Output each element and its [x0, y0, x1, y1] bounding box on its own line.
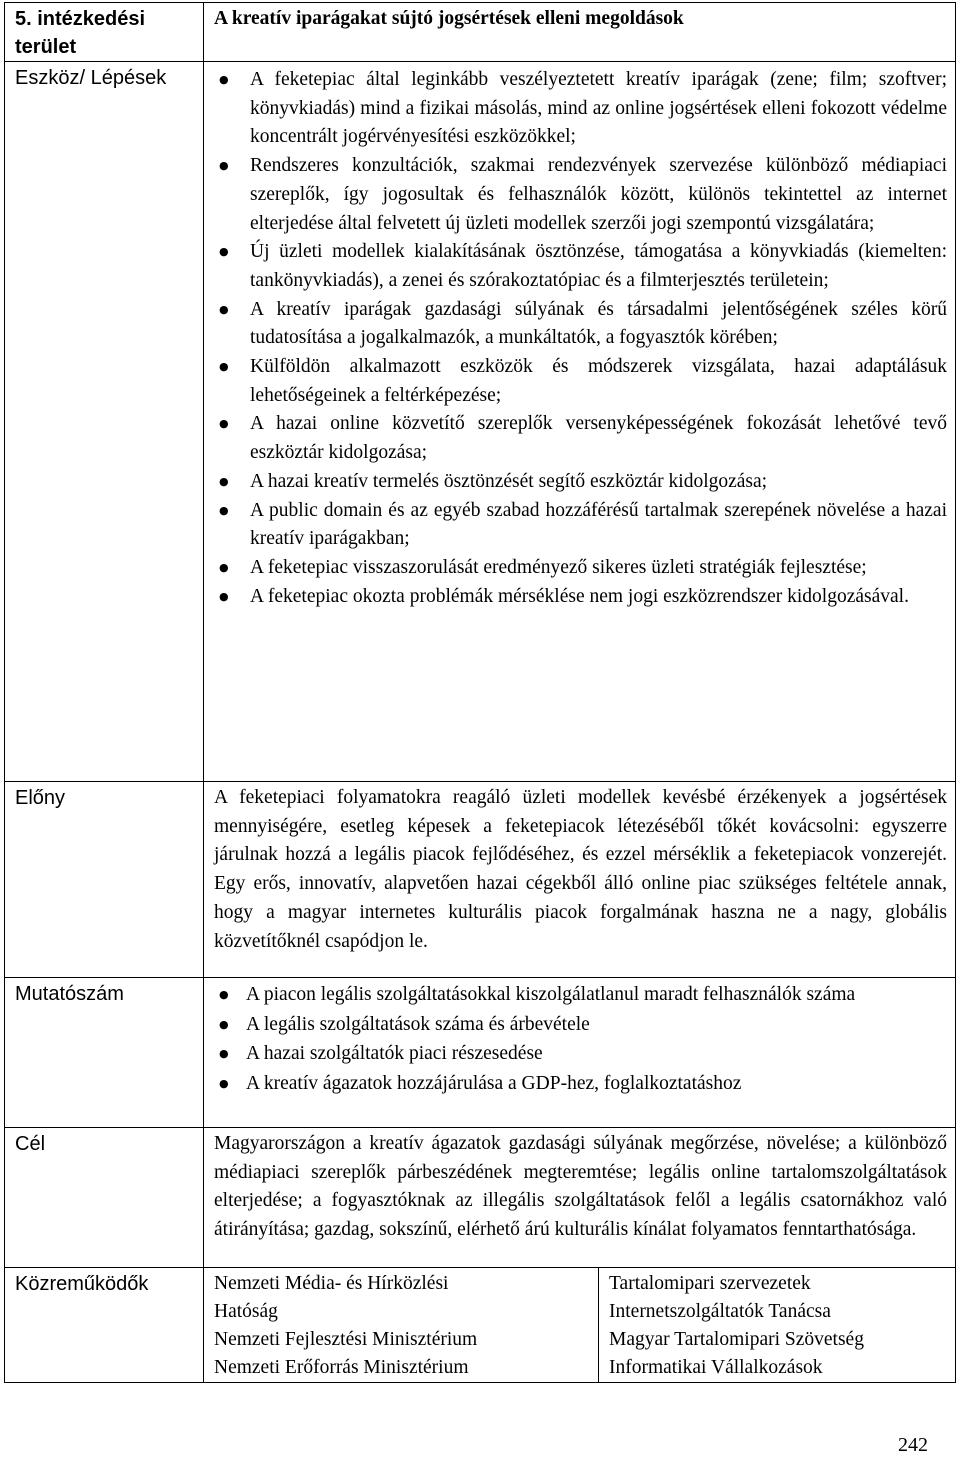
steps-label: Eszköz/ Lépések — [5, 62, 204, 782]
list-item: ● A feketepiac okozta problémák mérséklése nem jogi eszközrendszer kidolgozásával. — [214, 583, 947, 612]
partner-name: Hatóság — [214, 1301, 278, 1322]
list-item: ● A kreatív iparágak gazdasági súlyának és társadalmi jelentőségének széles körű tudatosítása a jogalkalmazók, a munkáltatók, a fogyasztók körében; — [214, 296, 947, 353]
partner-name: Internetszolgáltatók Tanácsa — [609, 1301, 831, 1322]
steps-row — [5, 62, 956, 782]
list-item: ● A legális szolgáltatások száma és árbevétele — [214, 1010, 947, 1040]
list-item: ● A piacon legális szolgáltatásokkal kiszolgálatlanul maradt felhasználók száma — [214, 980, 947, 1010]
list-item: ● A feketepiac visszaszorulását eredményező sikeres üzleti stratégiák fejlesztése; — [214, 554, 947, 583]
header-label: 5. intézkedési terület — [5, 3, 204, 62]
list-item: ● Külföldön alkalmazott eszközök és módszerek vizsgálata, hazai adaptálásuk lehetőségeinek a feltérképezése; — [214, 353, 947, 410]
goal-label: Cél — [5, 1128, 204, 1268]
partners-cell — [204, 1268, 956, 1383]
partner-name: Nemzeti Fejlesztési Minisztérium — [214, 1329, 478, 1350]
header-title: A kreatív iparágakat sújtó jogsértések elleni megoldások — [204, 3, 956, 62]
goal-cell — [204, 1128, 956, 1268]
list-item: ● A hazai szolgáltatók piaci részesedése — [214, 1039, 947, 1069]
partners-left — [204, 1268, 598, 1382]
metrics-row — [5, 978, 956, 1128]
measure-table — [4, 2, 956, 1383]
partner-name: Tartalomipari szervezetek — [609, 1273, 811, 1294]
metrics-label: Mutatószám — [5, 978, 204, 1128]
steps-list — [214, 66, 947, 611]
goal-text: Magyarországon a kreatív ágazatok gazdasági súlyának megőrzése, növelése; a különböző médiapiaci szereplők párbeszédének megteremtése; legális online tartalomszolgáltatások elterjedése; a fogyasztóknak az illegális szolgáltatások felől a legális csatornákhoz való átirányítása; gazdag, sokszínű, elérhető árú kulturális kínálat folyamatos fenntarthatósága. — [214, 1133, 947, 1241]
partner-name: Nemzeti Média- és Hírközlési — [214, 1273, 449, 1294]
metrics-list — [214, 980, 947, 1098]
list-item: ● Rendszeres konzultációk, szakmai rendezvények szervezése különböző médiapiaci szereplők, így jogosultak és felhasználók között, különös tekintettel az internet elterjedése által felvetett új üzleti modellek szerzői jogi szempontú vizsgálatára; — [214, 152, 947, 238]
partners-row — [5, 1268, 956, 1383]
partners-right — [598, 1268, 955, 1382]
advantage-cell — [204, 782, 956, 978]
list-item: ● Új üzleti modellek kialakításának ösztönzése, támogatása a könyvkiadás (kiemelten: tankönyvkiadás), a zenei és szórakoztatópiac és a filmterjesztés területein; — [214, 238, 947, 295]
advantage-row — [5, 782, 956, 978]
metrics-cell — [204, 978, 956, 1128]
list-item: ● A feketepiac által leginkább veszélyeztetett kreatív iparágak (zene; film; szoftver; könyvkiadás) mind a fizikai másolás, mind az online jogsértések elleni fokozott védelme koncentrált jogérvényesítési eszközökkel; — [214, 66, 947, 152]
partners-columns — [204, 1268, 955, 1382]
list-item: ● A hazai kreatív termelés ösztönzését segítő eszköztár kidolgozása; — [214, 468, 947, 497]
steps-cell — [204, 62, 956, 782]
list-item: ● A public domain és az egyéb szabad hozzáférésű tartalmak szerepének növelése a hazai kreatív iparágakban; — [214, 497, 947, 554]
header-row — [5, 3, 956, 62]
partner-name: Informatikai Vállalkozások — [609, 1357, 823, 1378]
advantage-label: Előny — [5, 782, 204, 978]
list-item: ● A kreatív ágazatok hozzájárulása a GDP-hez, foglalkoztatáshoz — [214, 1069, 947, 1099]
partners-label: Közreműködők — [5, 1268, 204, 1383]
list-item: ● A hazai online közvetítő szereplők versenyképességének fokozását lehetővé tevő eszköztár kidolgozása; — [214, 410, 947, 467]
page-number: 242 — [898, 1434, 928, 1456]
partner-name: Nemzeti Erőforrás Minisztérium — [214, 1357, 469, 1378]
partner-name: Magyar Tartalomipari Szövetség — [609, 1329, 864, 1350]
advantage-text: A feketepiaci folyamatokra reagáló üzleti modellek kevésbé érzékenyek a jogsértések mennyiségére, esetleg képesek a feketepiacok létezéséből tőkét kovácsolni: egyszerre járulnak hozzá a legális piacok fejlődéséhez, és ezzel mérséklik a feketepiacok vonzerejét. Egy erős, innovatív, alapvetően hazai cégekből álló online piac szükséges feltétele annak, hogy a magyar internetes kulturális piacok forgalmának haszna ne a nagy, globális közvetítőknél csapódjon le. — [214, 787, 947, 952]
goal-row — [5, 1128, 956, 1268]
